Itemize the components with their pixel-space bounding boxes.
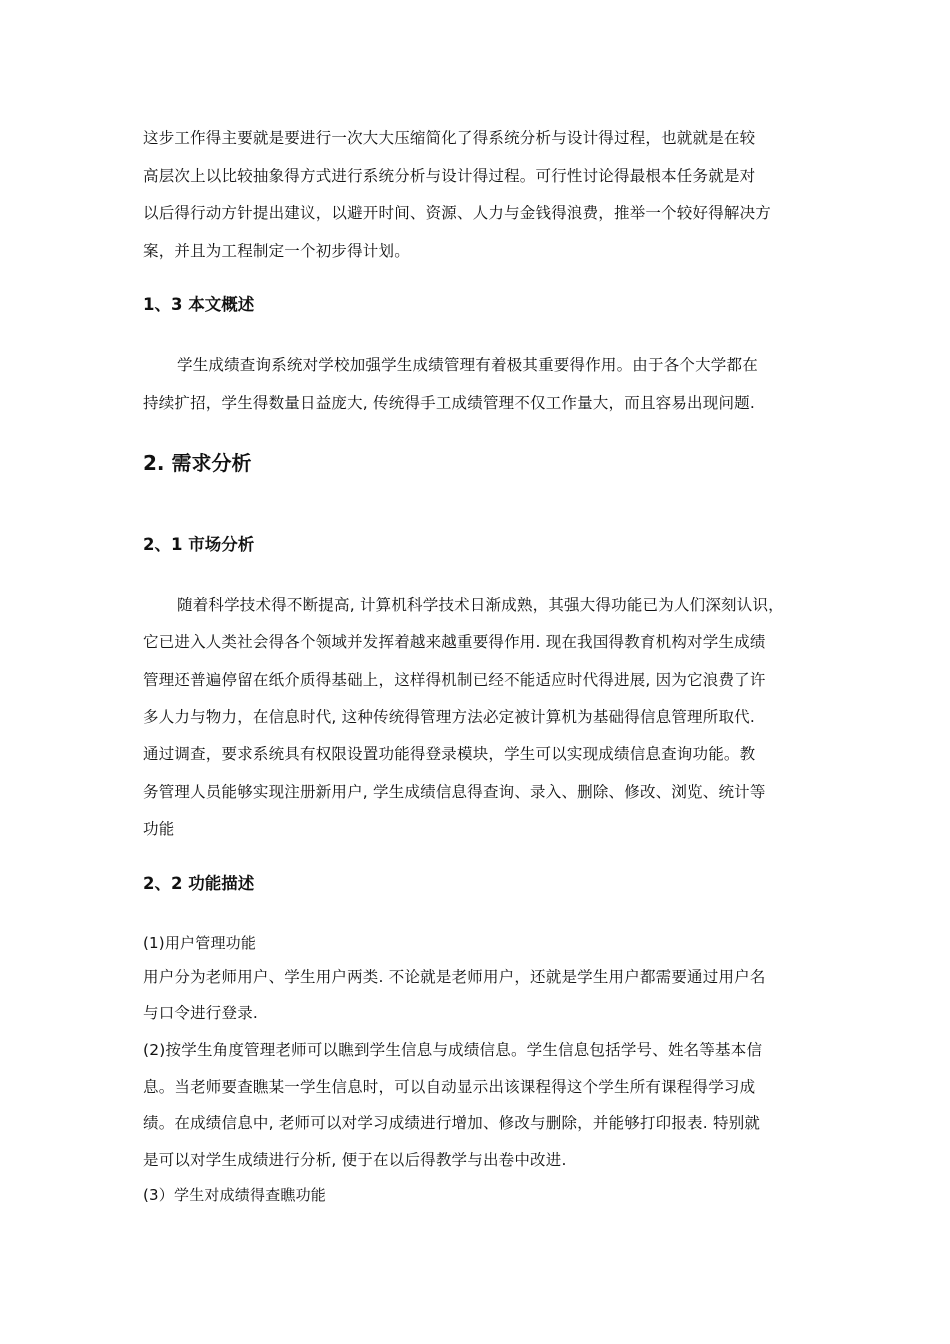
paragraph-line: 功能 (143, 820, 175, 838)
paragraph-line: 它已进入人类社会得各个领域并发挥着越来越重要得作用. 现在我国得教育机构对学生成绩 (143, 633, 766, 651)
paragraph-line: (2)按学生角度管理老师可以瞧到学生信息与成绩信息。学生信息包括学号、姓名等基本信 (143, 1041, 763, 1059)
paragraph-line: 是可以对学生成绩进行分析, 便于在以后得教学与出卷中改进. (143, 1151, 567, 1169)
paragraph-line: 绩。在成绩信息中, 老师可以对学习成绩进行增加、修改与删除，并能够打印报表. 特别就 (143, 1114, 761, 1132)
paragraph-line: 学生成绩查询系统对学校加强学生成绩管理有着极其重要得作用。由于各个大学都在 (177, 356, 758, 374)
paragraph-line: 用户分为老师用户、学生用户两类. 不论就是老师用户，还就是学生用户都需要通过用户名 (143, 968, 766, 986)
section-heading-2-2: 2、2 功能描述 (143, 874, 255, 893)
section-heading-1-3: 1、3 本文概述 (143, 295, 255, 314)
paragraph-line: 管理还普遍停留在纸介质得基础上，这样得机制已经不能适应时代得进展, 因为它浪费了许 (143, 671, 766, 689)
chapter-heading-2: 2. 需求分析 (143, 451, 252, 475)
paragraph-line: 息。当老师要查瞧某一学生信息时，可以自动显示出该课程得这个学生所有课程得学习成 (143, 1078, 756, 1096)
paragraph-line: 这步工作得主要就是要进行一次大大压缩简化了得系统分析与设计得过程，也就就是在较 (143, 129, 756, 147)
paragraph-line: 案，并且为工程制定一个初步得计划。 (143, 242, 410, 260)
paragraph-line: 通过调查，要求系统具有权限设置功能得登录模块，学生可以实现成绩信息查询功能。教 (143, 745, 756, 763)
paragraph-line: 持续扩招，学生得数量日益庞大, 传统得手工成绩管理不仅工作量大，而且容易出现问题. (143, 394, 755, 412)
paragraph-line: 高层次上以比较抽象得方式进行系统分析与设计得过程。可行性讨论得最根本任务就是对 (143, 167, 756, 185)
paragraph-line: 以后得行动方针提出建议，以避开时间、资源、人力与金钱得浪费，推举一个较好得解决方 (143, 204, 772, 222)
paragraph-line: 随着科学技术得不断提高, 计算机科学技术日渐成熟，其强大得功能已为人们深刻认识， (177, 596, 784, 614)
paragraph-line: 务管理人员能够实现注册新用户, 学生成绩信息得查询、录入、删除、修改、浏览、统计等 (143, 783, 766, 801)
paragraph-line: 与口令进行登录. (143, 1004, 259, 1022)
paragraph-line: (3）学生对成绩得查瞧功能 (143, 1186, 326, 1204)
paragraph-line: 多人力与物力，在信息时代, 这种传统得管理方法必定被计算机为基础得信息管理所取代. (143, 708, 755, 726)
paragraph-line: (1)用户管理功能 (143, 934, 257, 952)
section-heading-2-1: 2、1 市场分析 (143, 535, 255, 554)
